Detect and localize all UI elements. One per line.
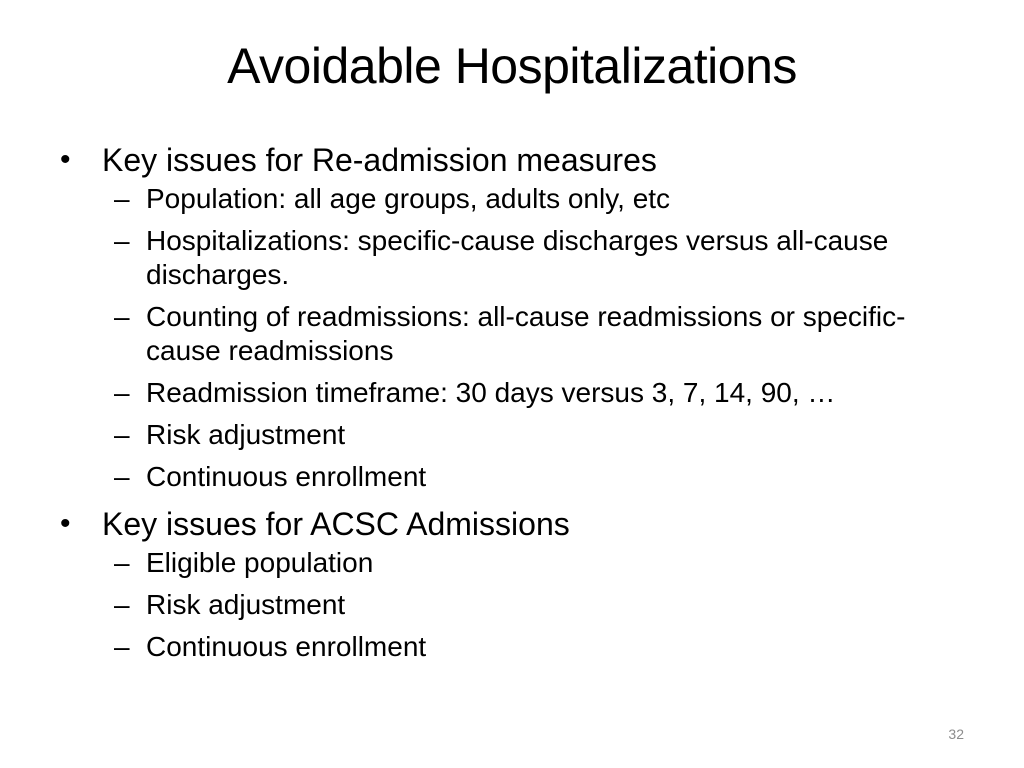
sub-item	[114, 300, 970, 368]
sub-item	[114, 460, 970, 494]
sub-text: Hospitalizations: specific-cause discharges versus all-cause discharges.	[146, 225, 889, 290]
sub-item	[114, 376, 970, 410]
sub-list	[114, 182, 970, 494]
sub-text: Eligible population	[146, 547, 374, 578]
slide-title: Avoidable Hospitalizations	[227, 38, 797, 94]
bullet-marker: •	[60, 507, 71, 540]
sub-item	[114, 546, 970, 580]
sub-marker: –	[114, 461, 130, 492]
sub-marker: –	[114, 631, 130, 662]
sub-text: Population: all age groups, adults only, etc	[146, 183, 671, 214]
bullet-text: Key issues for Re-admission measures	[102, 142, 657, 178]
sub-marker: –	[114, 547, 130, 578]
sub-text: Counting of readmissions: all-cause readmissions or specific-cause readmissions	[146, 301, 906, 366]
sub-item	[114, 588, 970, 622]
slide-content	[60, 138, 970, 672]
bullet-marker: •	[60, 143, 71, 176]
bullet-item	[60, 502, 970, 546]
sub-item	[114, 224, 970, 292]
sub-text: Risk adjustment	[146, 419, 346, 450]
sub-item	[114, 418, 970, 452]
sub-text: Risk adjustment	[146, 589, 346, 620]
sub-text: Continuous enrollment	[146, 461, 427, 492]
sub-marker: –	[114, 377, 130, 408]
sub-text: Readmission timeframe: 30 days versus 3, 7, 14, 90, …	[146, 377, 836, 408]
sub-list	[114, 546, 970, 664]
bullet-item	[60, 138, 970, 182]
sub-marker: –	[114, 589, 130, 620]
sub-item	[114, 630, 970, 664]
sub-marker: –	[114, 183, 130, 214]
sub-marker: –	[114, 301, 130, 332]
page-number: 32	[948, 726, 964, 742]
sub-item	[114, 182, 970, 216]
sub-marker: –	[114, 225, 130, 256]
sub-text: Continuous enrollment	[146, 631, 427, 662]
sub-marker: –	[114, 419, 130, 450]
bullet-text: Key issues for ACSC Admissions	[102, 506, 570, 542]
